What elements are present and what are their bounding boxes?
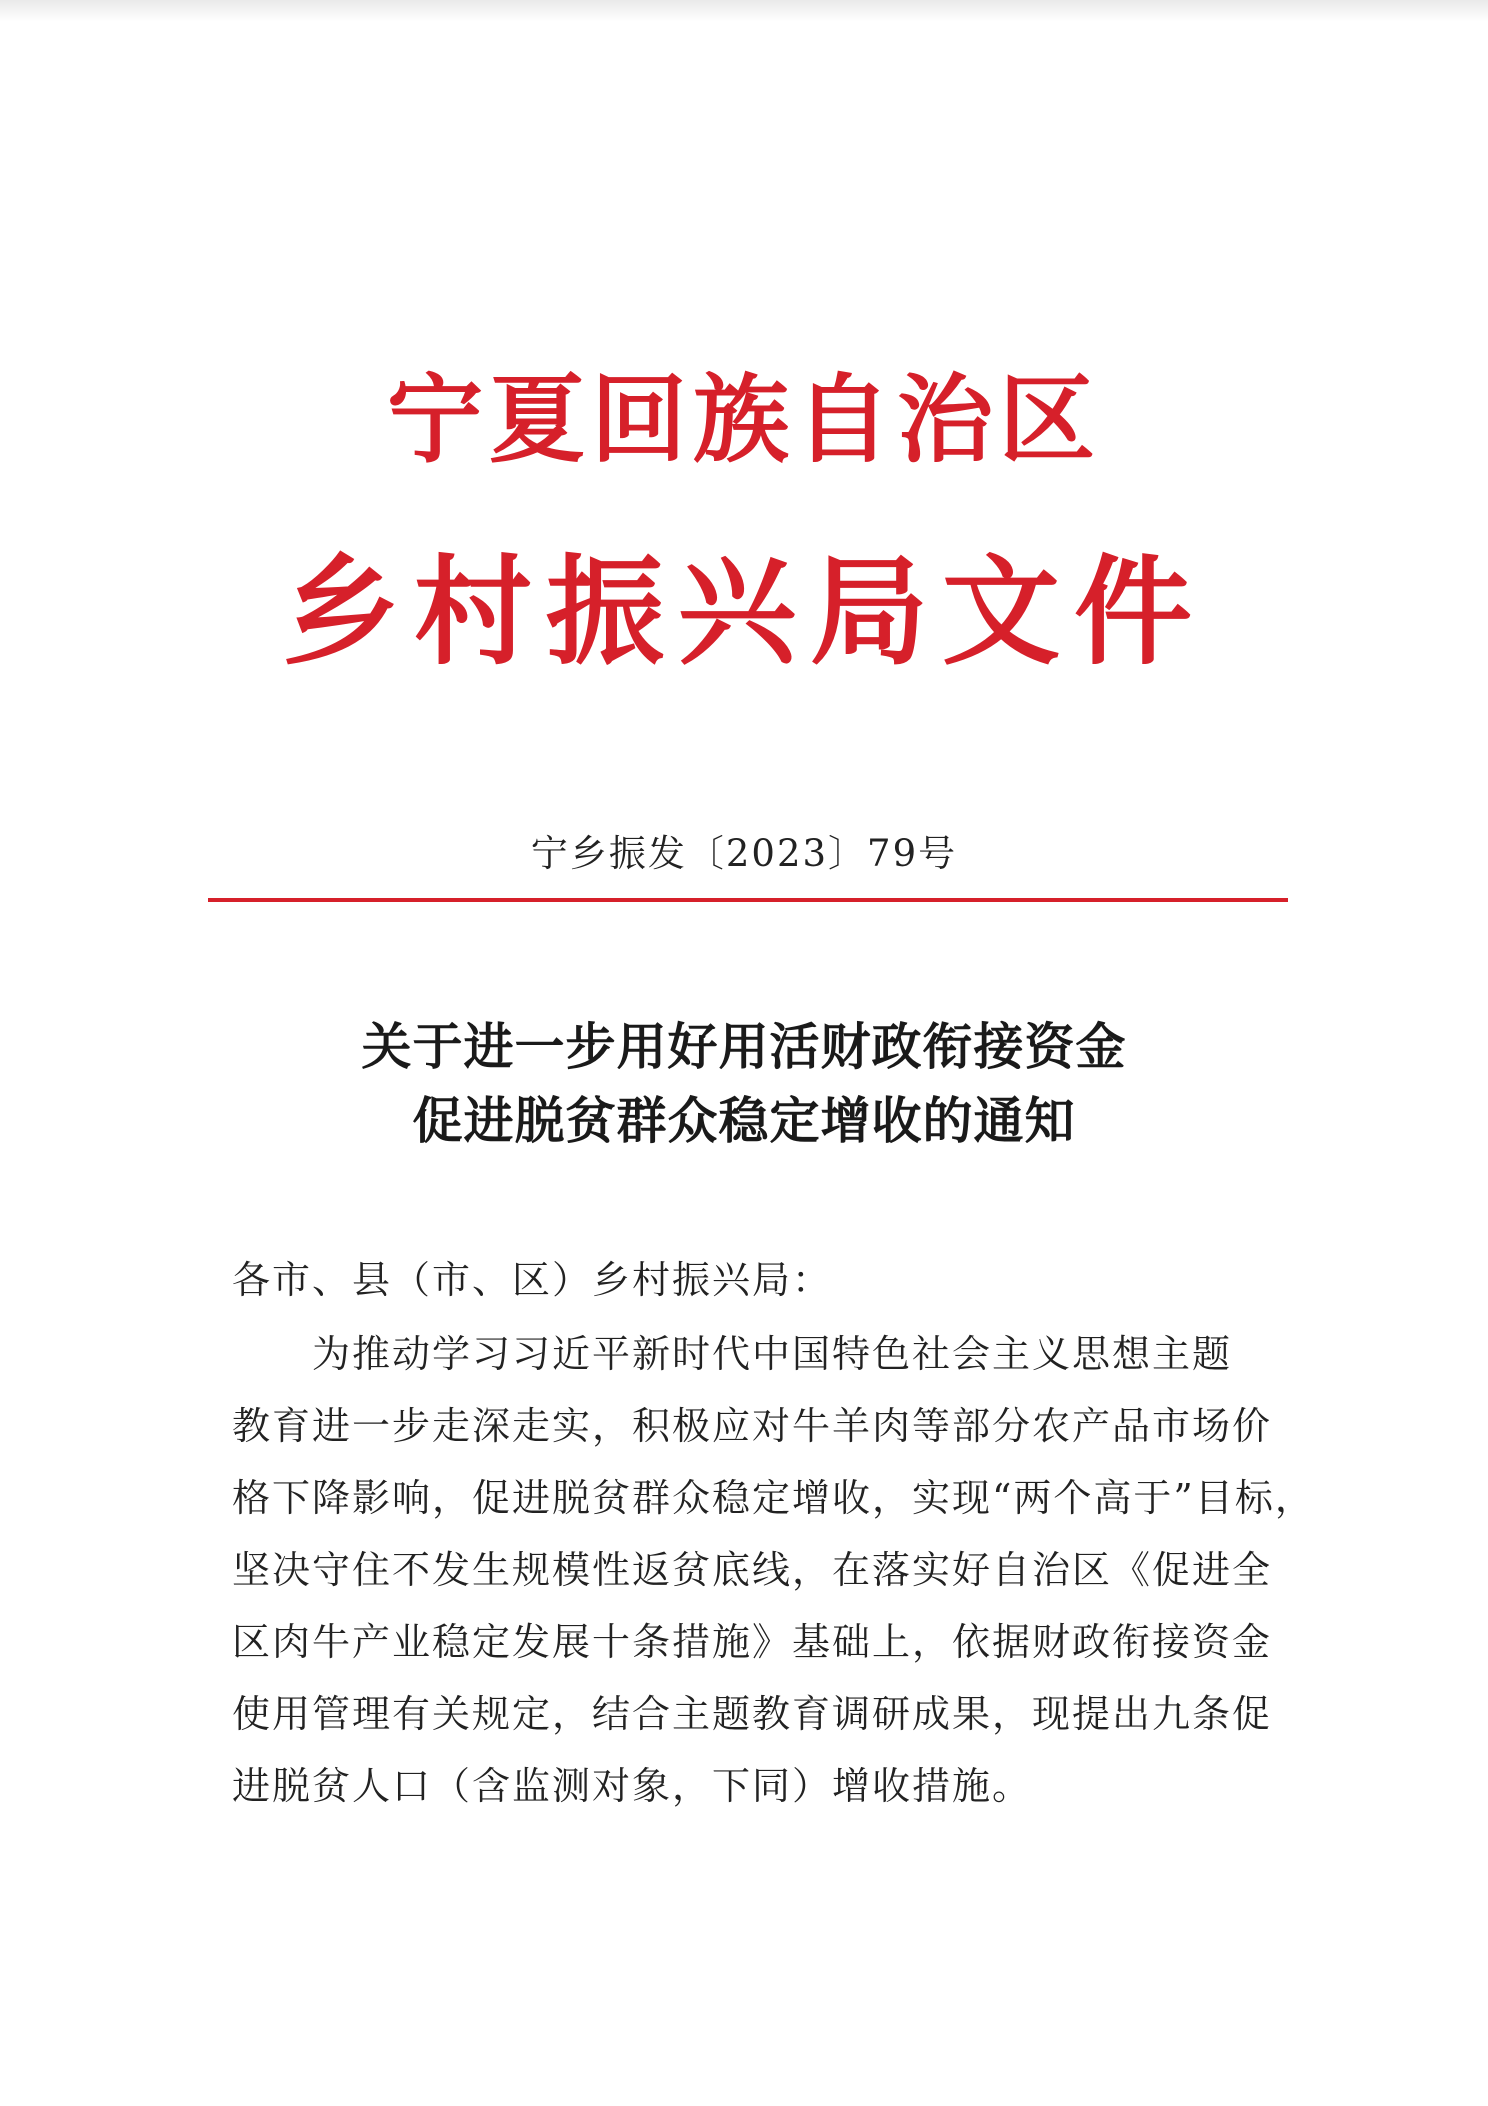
body-line: 坚决守住不发生规模性返贫底线，在落实好自治区《促进全 <box>232 1548 1273 1592</box>
issuing-authority-line2: 乡村振兴局文件 <box>281 542 1206 681</box>
scan-edge <box>0 0 1488 22</box>
issuing-authority-line1: 宁夏回族自治区 <box>387 363 1101 476</box>
document-number: 宁乡振发〔2023〕79号 <box>530 832 958 875</box>
addressee: 各市、县（市、区）乡村振兴局： <box>232 1258 833 1302</box>
document-title-line2: 促进脱贫群众稳定增收的通知 <box>412 1092 1076 1150</box>
body-line: 使用管理有关规定，结合主题教育调研成果，现提出九条促 <box>232 1692 1273 1736</box>
red-divider-line <box>208 898 1288 902</box>
body-line: 为推动学习习近平新时代中国特色社会主义思想主题 <box>312 1332 1233 1376</box>
document-title-line1: 关于进一步用好用活财政衔接资金 <box>361 1018 1127 1076</box>
body-line: 格下降影响，促进脱贫群众稳定增收，实现“两个高于”目标， <box>232 1476 1315 1520</box>
body-line: 教育进一步走深走实，积极应对牛羊肉等部分农产品市场价 <box>232 1404 1273 1448</box>
body-line: 区肉牛产业稳定发展十条措施》基础上，依据财政衔接资金 <box>232 1620 1273 1664</box>
body-line: 进脱贫人口（含监测对象，下同）增收措施。 <box>232 1764 1033 1808</box>
